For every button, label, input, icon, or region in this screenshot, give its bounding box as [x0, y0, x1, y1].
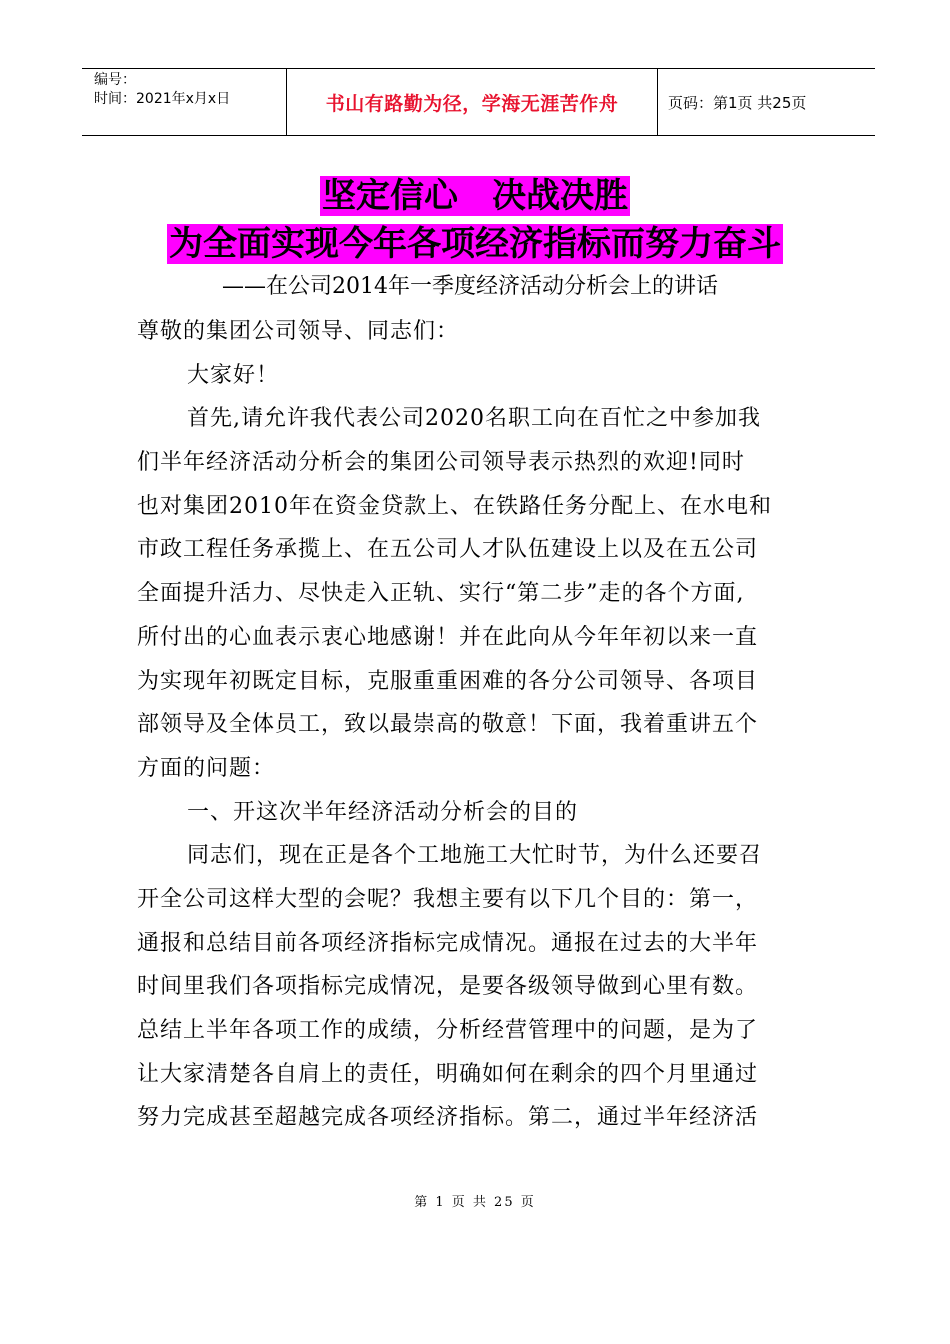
- page-footer: 第 1 页 共 25 页: [414, 1195, 536, 1210]
- number-label: 编号：: [94, 72, 136, 88]
- paragraph-line: 同志们，现在正是各个工地施工大忙时节，为什么还要召: [187, 843, 763, 869]
- paragraph-line: 让大家清楚各自肩上的责任，明确如何在剩余的四个月里通过: [137, 1061, 759, 1087]
- document-header: [82, 68, 875, 136]
- header-page-info: 页码：第1页 共25页: [668, 93, 807, 112]
- paragraph-line: 时间里我们各项指标完成情况，是要各级领导做到心里有数。: [137, 974, 759, 1000]
- title-line-2: [0, 222, 950, 266]
- title-line-1-text: 坚定信心 决战决胜: [322, 176, 628, 216]
- paragraph-line: 首先,请允许我代表公司2020名职工向在百忙之中参加我: [187, 406, 761, 432]
- paragraph-line: 总结上半年各项工作的成绩，分析经营管理中的问题，是为了: [137, 1018, 759, 1043]
- paragraph-line: 努力完成甚至超越完成各项经济指标。第二，通过半年经济活: [137, 1105, 759, 1131]
- paragraph-line: 也对集团2010年在资金贷款上、在铁路任务分配上、在水电和: [137, 493, 772, 519]
- header-motto: 书山有路勤为径，学海无涯苦作舟: [286, 69, 658, 135]
- title-line-2-text: 为全面实现今年各项经济指标而努力奋斗: [169, 224, 781, 264]
- paragraph-line: 方面的问题：: [137, 755, 276, 781]
- paragraph-line: 们半年经济活动分析会的集团公司领导表示热烈的欢迎!同时: [137, 450, 745, 476]
- section-heading: 一、开这次半年经济活动分析会的目的: [187, 799, 579, 825]
- date-label: 时间：2021年x月x日: [94, 91, 231, 107]
- title-line-1: [0, 174, 950, 218]
- paragraph-line: 所付出的心血表示衷心地感谢！并在此向从今年年初以来一直: [137, 624, 759, 650]
- speech-body: [137, 310, 830, 1140]
- paragraph-line: 全面提升活力、尽快走入正轨、实行“第二步”走的各个方面,: [137, 581, 745, 607]
- header-meta: [82, 69, 286, 135]
- paragraph-line: 通报和总结目前各项经济指标完成情况。通报在过去的大半年: [137, 930, 759, 956]
- paragraph-line: 部领导及全体员工，致以最崇高的敬意！下面，我着重讲五个: [137, 712, 759, 738]
- paragraph-line: 市政工程任务承揽上、在五公司人才队伍建设上以及在五公司: [137, 537, 759, 563]
- subtitle: ——在公司2014年一季度经济活动分析会上的讲话: [222, 274, 718, 299]
- greeting: 大家好！: [187, 362, 280, 388]
- paragraph-line: 开全公司这样大型的会呢？我想主要有以下几个目的：第一，: [137, 886, 759, 912]
- paragraph-line: 为实现年初既定目标，克服重重困难的各分公司领导、各项目: [137, 668, 759, 694]
- salutation: 尊敬的集团公司领导、同志们：: [137, 319, 460, 344]
